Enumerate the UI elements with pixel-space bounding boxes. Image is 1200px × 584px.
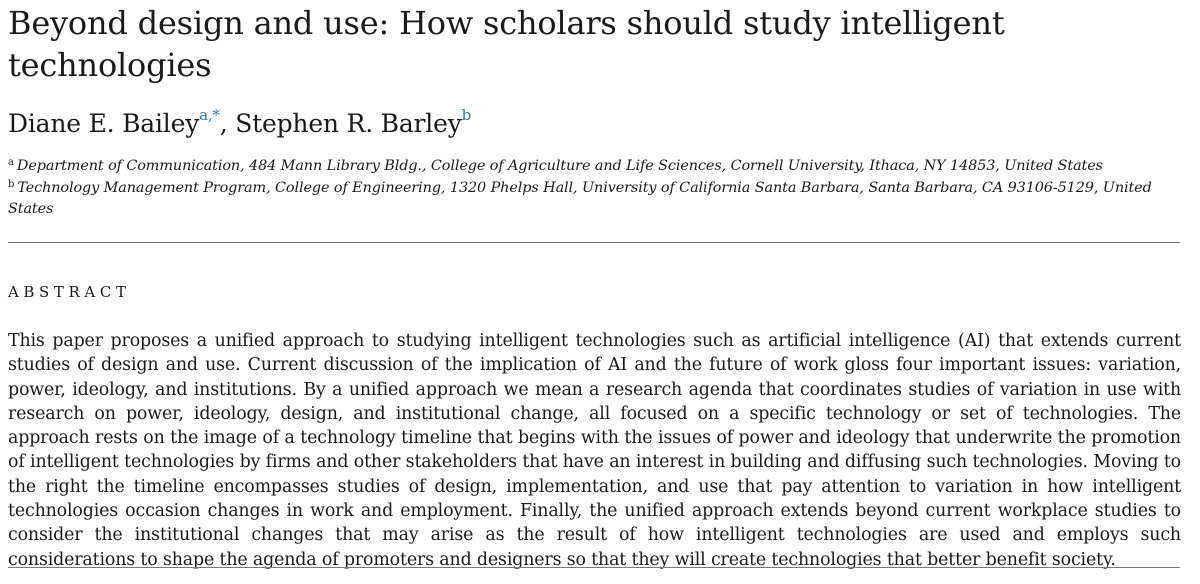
author-name: Diane E. Bailey [8, 109, 200, 138]
abstract-heading: ABSTRACT [8, 283, 131, 301]
affiliation-text: Department of Communication, 484 Mann Library Bldg., College of Agriculture and Life Sciences, Cornell University, Ithaca, NY 14853, United States [16, 158, 1103, 174]
affiliation-label: a [8, 157, 14, 168]
affiliation-item [8, 178, 1188, 221]
affiliations [8, 156, 1188, 221]
section-divider [8, 567, 1180, 568]
section-divider [8, 242, 1180, 243]
author-name: Stephen R. Barley [235, 109, 462, 138]
affiliation-label: b [8, 178, 15, 190]
author-affiliation-link[interactable]: b [461, 106, 472, 124]
abstract-text: This paper proposes a unified approach to studying intelligent technologies such as artificial intelligence (AI) that extends current studies of design and use. Current discussion of the implication of AI and the future of work gloss four important issues: variation, power, ideology, and institutions. By a unified approach we mean a research agenda that coordinates studies of variation in use with research on power, ideology, design, and institutional change, all focused on a specific technology or set of technologies. The approach rests on the image of a technology timeline that begins with the issues of power and ideology that underwrite the promotion of intelligent technologies by firms and other stakeholders that have an interest in building and diffusing such technologies. Moving to the right the timeline encompasses studies of design, implementation, and use that pay attention to variation in how intelligent technologies occasion changes in work and employment. Finally, the unified approach extends beyond current workplace studies to consider the institutional changes that may arise as the result of how intelligent technologies are used and employs such considerations to shape the agenda of promoters and designers so that they will create technologies that better benefit society. [8, 331, 1181, 570]
affiliation-item [8, 156, 1188, 178]
paper-title: Beyond design and use: How scholars should study intelligent technologies [8, 4, 1005, 84]
affiliation-text: Technology Management Program, College of Engineering, 1320 Phelps Hall, University of California Santa Barbara, Santa Barbara, CA 93106-5129, United States [8, 179, 1152, 217]
author-list [8, 106, 471, 142]
author-affiliation-link[interactable]: a,* [199, 106, 220, 124]
author-separator: , [219, 109, 236, 138]
